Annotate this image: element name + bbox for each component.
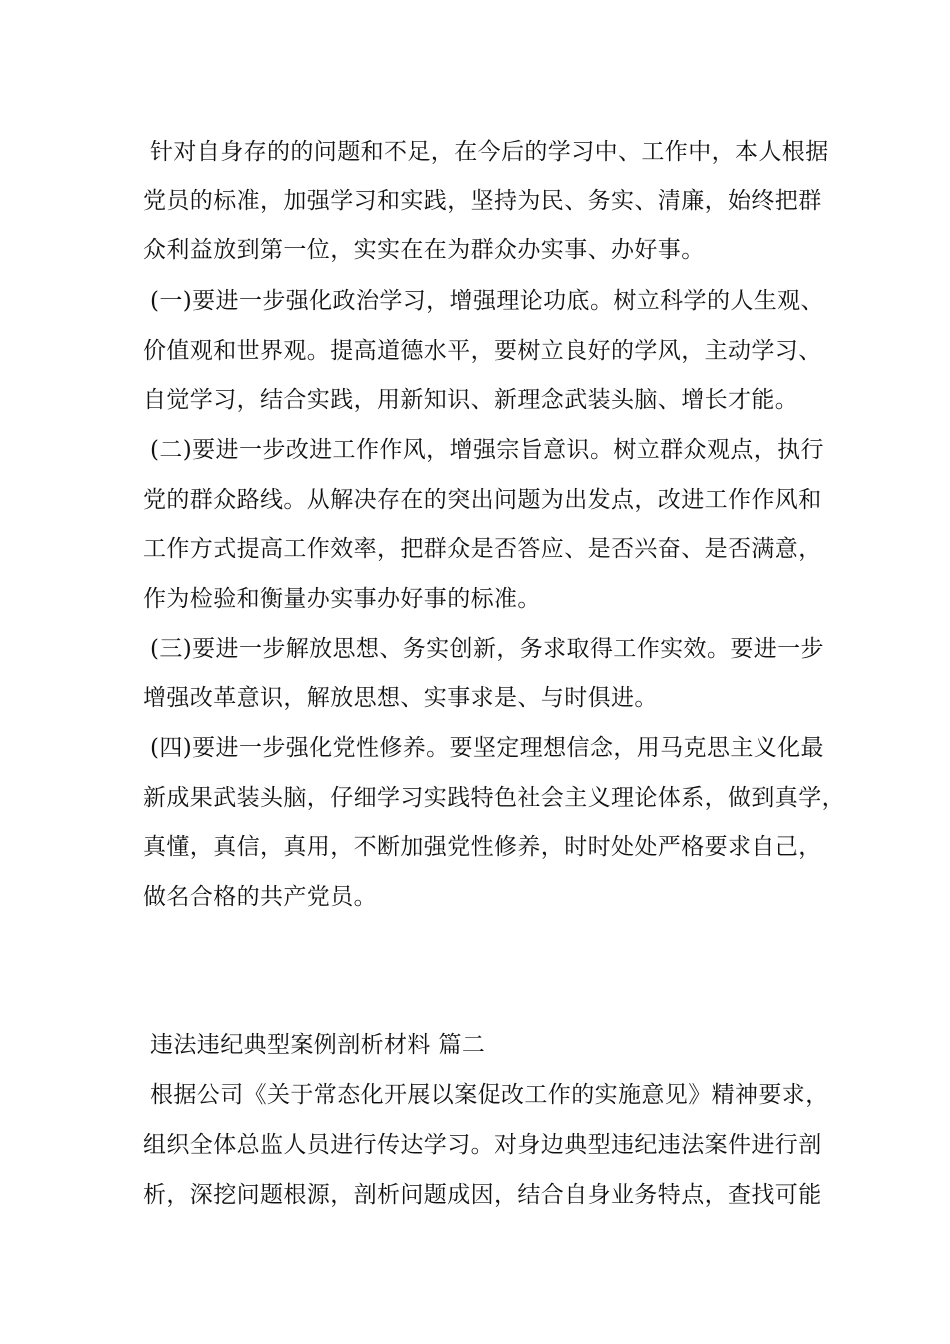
section-heading: 违法违纪典型案例剖析材料 篇二 [150,1032,486,1058]
item-4-line-1: (四)要进一步强化党性修养。要坚定理想信念，用马克思主义化最 [150,735,824,761]
item-2-line-1: (二)要进一步改进工作作风，增强宗旨意识。树立群众观点，执行 [150,437,824,463]
item-1-line-1: (一)要进一步强化政治学习，增强理论功底。树立科学的人生观、 [150,288,824,314]
paragraph-intro-line-2: 党员的标准，加强学习和实践，坚持为民、务实、清廉，始终把群 [143,188,822,214]
item-4-line-4: 做名合格的共产党员。 [143,884,377,910]
item-1-line-3: 自觉学习，结合实践，用新知识、新理念武装头脑、增长才能。 [143,387,799,413]
section2-intro-line-1: 根据公司《关于常态化开展以案促改工作的实施意见》精神要求， [150,1082,829,1108]
item-2-line-4: 作为检验和衡量办实事办好事的标准。 [143,586,541,612]
paragraph-intro-line-3: 众利益放到第一位，实实在在为群众办实事、办好事。 [143,237,705,263]
item-3-line-2: 增强改革意识，解放思想、实事求是、与时俱进。 [143,685,658,711]
item-2-line-3: 工作方式提高工作效率，把群众是否答应、是否兴奋、是否满意， [143,536,822,562]
paragraph-intro-line-1: 针对自身存的的问题和不足，在今后的学习中、工作中，本人根据 [150,139,829,165]
section2-intro-line-2: 组织全体总监人员进行传达学习。对身边典型违纪违法案件进行剖 [143,1132,822,1158]
item-2-line-2: 党的群众路线。从解决存在的突出问题为出发点，改进工作作风和 [143,487,822,513]
item-4-line-3: 真懂，真信，真用，不断加强党性修养，时时处处严格要求自己， [143,834,822,860]
item-3-line-1: (三)要进一步解放思想、务实创新，务求取得工作实效。要进一步 [150,636,824,662]
item-1-line-2: 价值观和世界观。提高道德水平，要树立良好的学风，主动学习、 [143,338,822,364]
item-4-line-2: 新成果武装头脑，仔细学习实践特色社会主义理论体系，做到真学， [143,785,845,811]
section2-intro-line-3: 析，深挖问题根源，剖析问题成因，结合自身业务特点，查找可能 [143,1182,822,1208]
